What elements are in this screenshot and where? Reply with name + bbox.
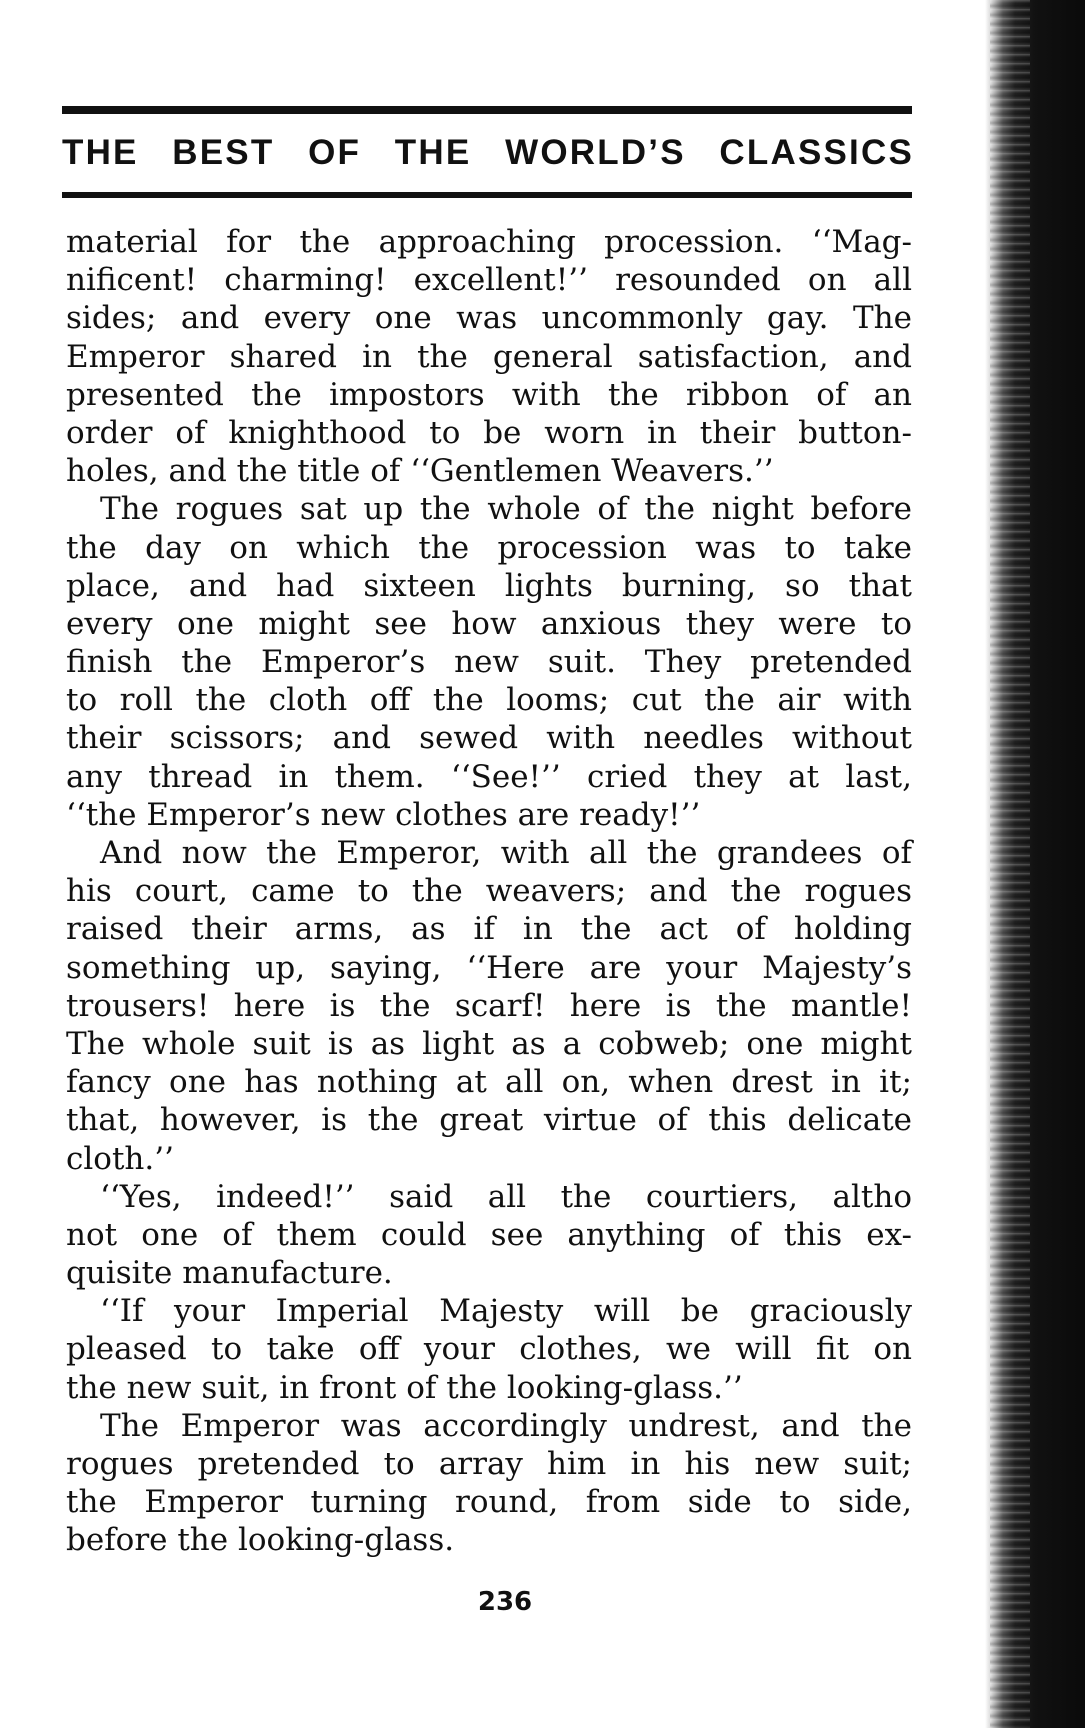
text-line: presented the impostors with the ribbon of an bbox=[66, 376, 912, 413]
text-line: cloth.’’ bbox=[66, 1140, 174, 1177]
text-line: their scissors; and sewed with needles without bbox=[66, 720, 912, 757]
header-rule-bottom bbox=[62, 192, 912, 198]
text-line: The Emperor was accordingly undrest, and the bbox=[100, 1407, 912, 1444]
text-line: the day on which the procession was to take bbox=[66, 529, 912, 566]
text-line: pleased to take off your clothes, we will fit on bbox=[66, 1331, 912, 1368]
text-line: ‘‘If your Imperial Majesty will be graciously bbox=[100, 1293, 912, 1330]
text-line: to roll the cloth off the looms; cut the air with bbox=[66, 682, 912, 719]
header-rule-top bbox=[62, 106, 912, 114]
text-line: not one of them could see anything of this ex- bbox=[66, 1216, 912, 1253]
text-line: order of knighthood to be worn in their button- bbox=[66, 414, 912, 451]
text-line: The whole suit is as light as a cobweb; one might bbox=[66, 1025, 912, 1062]
text-line: his court, came to the weavers; and the rogues bbox=[66, 873, 912, 910]
text-line: ‘‘Yes, indeed!’’ said all the courtiers, altho bbox=[100, 1178, 912, 1215]
page-edge-texture bbox=[990, 0, 1030, 1728]
running-head-title: THE BEST OF THE WORLD’S CLASSICS bbox=[62, 133, 914, 172]
text-line: fancy one has nothing at all on, when drest in it; bbox=[66, 1064, 912, 1101]
text-line: The rogues sat up the whole of the night before bbox=[100, 491, 912, 528]
text-line: any thread in them. ‘‘See!’’ cried they at last, bbox=[66, 758, 912, 795]
text-line: ‘‘the Emperor’s new clothes are ready!’’ bbox=[66, 796, 701, 833]
text-line: And now the Emperor, with all the grandees of bbox=[100, 835, 912, 871]
text-line: sides; and every one was uncommonly gay. The bbox=[66, 300, 912, 337]
text-line: Emperor shared in the general satisfaction, and bbox=[66, 338, 912, 375]
text-line: material for the approaching procession. ‘‘Mag- bbox=[66, 224, 912, 260]
text-line: raised their arms, as if in the act of holding bbox=[66, 911, 912, 948]
text-line: every one might see how anxious they were to bbox=[66, 605, 912, 642]
text-line: finish the Emperor’s new suit. They pretended bbox=[66, 644, 912, 681]
text-line: trousers! here is the scarf! here is the mantle! bbox=[66, 987, 912, 1024]
text-line: quisite manufacture. bbox=[66, 1255, 393, 1292]
text-line: before the looking-glass. bbox=[66, 1522, 455, 1559]
text-line: that, however, is the great virtue of this delicate bbox=[66, 1102, 912, 1139]
page-number: 236 bbox=[477, 1587, 533, 1617]
text-line: the Emperor turning round, from side to side, bbox=[66, 1484, 912, 1521]
text-line: nificent! charming! excellent!’’ resounded on all bbox=[66, 262, 912, 299]
text-line: something up, saying, ‘‘Here are your Majesty’s bbox=[66, 949, 912, 986]
text-line: rogues pretended to array him in his new suit; bbox=[66, 1446, 912, 1482]
text-line: holes, and the title of ‘‘Gentlemen Weavers.’’ bbox=[66, 453, 774, 490]
text-line: place, and had sixteen lights burning, so that bbox=[66, 567, 912, 604]
text-line: the new suit, in front of the looking-glass.’’ bbox=[66, 1369, 743, 1406]
body-text bbox=[66, 223, 912, 1560]
